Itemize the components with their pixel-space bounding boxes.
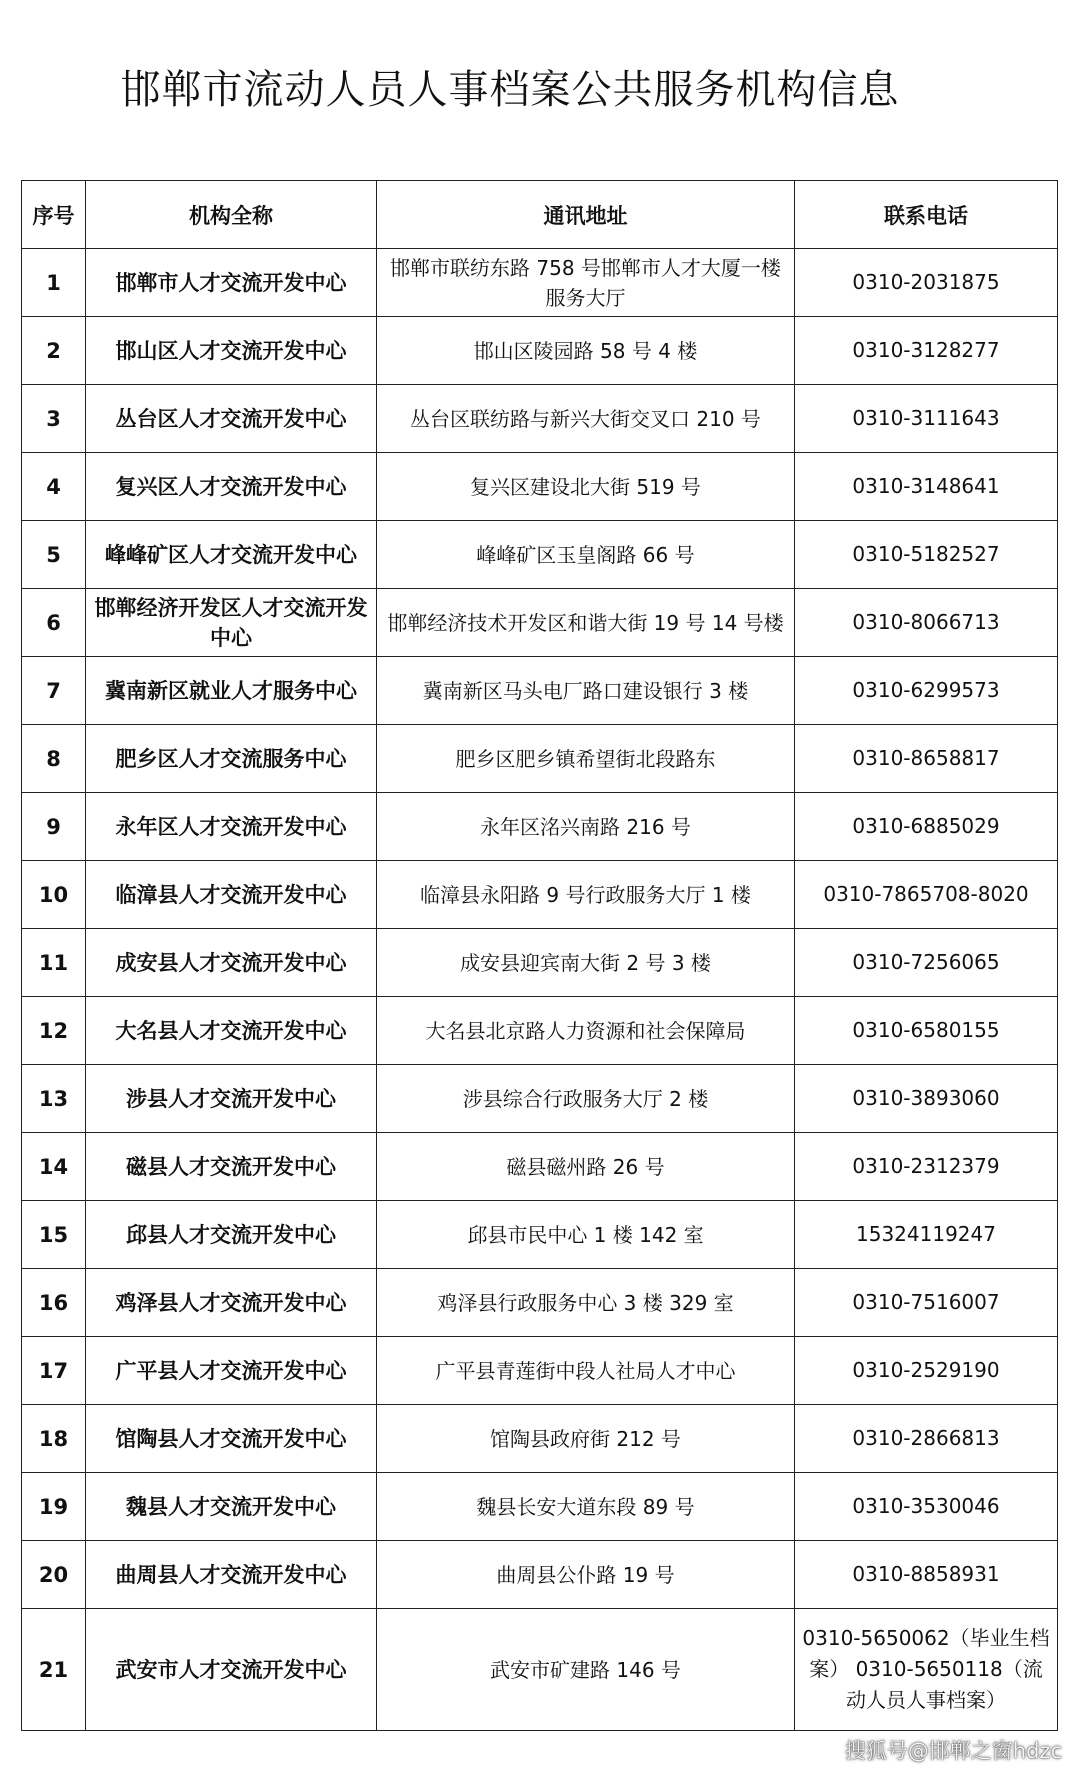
row-index: 8 bbox=[22, 725, 86, 793]
row-name: 磁县人才交流开发中心 bbox=[86, 1133, 377, 1201]
row-phone: 0310-5182527 bbox=[795, 521, 1058, 589]
row-address: 峰峰矿区玉皇阁路 66 号 bbox=[377, 521, 795, 589]
row-index: 7 bbox=[22, 657, 86, 725]
row-index: 20 bbox=[22, 1541, 86, 1609]
table-row bbox=[22, 1065, 1058, 1133]
row-phone: 0310-2312379 bbox=[795, 1133, 1058, 1201]
row-index: 21 bbox=[22, 1609, 86, 1731]
row-index: 3 bbox=[22, 385, 86, 453]
row-address: 邯郸市联纺东路 758 号邯郸市人才大厦一楼服务大厅 bbox=[377, 249, 795, 317]
row-phone: 0310-7516007 bbox=[795, 1269, 1058, 1337]
row-phone: 0310-2031875 bbox=[795, 249, 1058, 317]
table-row bbox=[22, 1473, 1058, 1541]
row-name: 馆陶县人才交流开发中心 bbox=[86, 1405, 377, 1473]
table-row bbox=[22, 657, 1058, 725]
row-index: 2 bbox=[22, 317, 86, 385]
table-row bbox=[22, 1133, 1058, 1201]
row-index: 5 bbox=[22, 521, 86, 589]
row-name: 大名县人才交流开发中心 bbox=[86, 997, 377, 1065]
row-name: 广平县人才交流开发中心 bbox=[86, 1337, 377, 1405]
watermark: 搜狐号@邯郸之窗hdzc bbox=[844, 1739, 1062, 1763]
row-name: 曲周县人才交流开发中心 bbox=[86, 1541, 377, 1609]
row-address: 永年区洺兴南路 216 号 bbox=[377, 793, 795, 861]
row-address: 邱县市民中心 1 楼 142 室 bbox=[377, 1201, 795, 1269]
table-row bbox=[22, 1541, 1058, 1609]
row-index: 12 bbox=[22, 997, 86, 1065]
table-row bbox=[22, 997, 1058, 1065]
row-phone: 0310-2529190 bbox=[795, 1337, 1058, 1405]
row-address: 磁县磁州路 26 号 bbox=[377, 1133, 795, 1201]
table-row bbox=[22, 929, 1058, 997]
table-header-row bbox=[22, 181, 1058, 249]
row-name: 邯山区人才交流开发中心 bbox=[86, 317, 377, 385]
table-row bbox=[22, 725, 1058, 793]
row-name: 鸡泽县人才交流开发中心 bbox=[86, 1269, 377, 1337]
row-address: 武安市矿建路 146 号 bbox=[377, 1609, 795, 1731]
row-phone: 0310-6299573 bbox=[795, 657, 1058, 725]
header-index: 序号 bbox=[22, 181, 86, 249]
row-address: 大名县北京路人力资源和社会保障局 bbox=[377, 997, 795, 1065]
row-name: 复兴区人才交流开发中心 bbox=[86, 453, 377, 521]
row-index: 11 bbox=[22, 929, 86, 997]
table-row bbox=[22, 589, 1058, 657]
row-name: 峰峰矿区人才交流开发中心 bbox=[86, 521, 377, 589]
row-address: 馆陶县政府街 212 号 bbox=[377, 1405, 795, 1473]
row-index: 15 bbox=[22, 1201, 86, 1269]
row-index: 18 bbox=[22, 1405, 86, 1473]
row-index: 19 bbox=[22, 1473, 86, 1541]
row-index: 13 bbox=[22, 1065, 86, 1133]
table-row bbox=[22, 385, 1058, 453]
row-phone: 0310-8658817 bbox=[795, 725, 1058, 793]
page-title: 邯郸市流动人员人事档案公共服务机构信息 bbox=[120, 67, 900, 113]
row-phone: 0310-3148641 bbox=[795, 453, 1058, 521]
table-row bbox=[22, 1405, 1058, 1473]
row-phone: 0310-6885029 bbox=[795, 793, 1058, 861]
row-address: 成安县迎宾南大街 2 号 3 楼 bbox=[377, 929, 795, 997]
row-phone: 0310-6580155 bbox=[795, 997, 1058, 1065]
institution-table bbox=[21, 180, 1058, 1731]
row-address: 肥乡区肥乡镇希望街北段路东 bbox=[377, 725, 795, 793]
row-name: 邯郸市人才交流开发中心 bbox=[86, 249, 377, 317]
row-address: 邯山区陵园路 58 号 4 楼 bbox=[377, 317, 795, 385]
table-row bbox=[22, 861, 1058, 929]
row-name: 永年区人才交流开发中心 bbox=[86, 793, 377, 861]
table-row bbox=[22, 453, 1058, 521]
row-index: 4 bbox=[22, 453, 86, 521]
row-index: 6 bbox=[22, 589, 86, 657]
row-index: 10 bbox=[22, 861, 86, 929]
table-row bbox=[22, 1337, 1058, 1405]
row-phone: 0310-7256065 bbox=[795, 929, 1058, 997]
row-address: 邯郸经济技术开发区和谐大街 19 号 14 号楼 bbox=[377, 589, 795, 657]
row-name: 肥乡区人才交流服务中心 bbox=[86, 725, 377, 793]
row-name: 魏县人才交流开发中心 bbox=[86, 1473, 377, 1541]
table-row bbox=[22, 1609, 1058, 1731]
row-address: 曲周县公仆路 19 号 bbox=[377, 1541, 795, 1609]
row-address: 丛台区联纺路与新兴大街交叉口 210 号 bbox=[377, 385, 795, 453]
row-name: 成安县人才交流开发中心 bbox=[86, 929, 377, 997]
row-phone: 15324119247 bbox=[795, 1201, 1058, 1269]
row-address: 临漳县永阳路 9 号行政服务大厅 1 楼 bbox=[377, 861, 795, 929]
row-phone: 0310-5650062（毕业生档案） 0310-5650118（流动人员人事档案） bbox=[795, 1609, 1058, 1731]
row-phone: 0310-3128277 bbox=[795, 317, 1058, 385]
row-index: 1 bbox=[22, 249, 86, 317]
row-address: 冀南新区马头电厂路口建设银行 3 楼 bbox=[377, 657, 795, 725]
row-phone: 0310-2866813 bbox=[795, 1405, 1058, 1473]
table-row bbox=[22, 1269, 1058, 1337]
row-address: 魏县长安大道东段 89 号 bbox=[377, 1473, 795, 1541]
table-row bbox=[22, 1201, 1058, 1269]
row-phone: 0310-8066713 bbox=[795, 589, 1058, 657]
table-row bbox=[22, 793, 1058, 861]
table-row bbox=[22, 249, 1058, 317]
row-name: 冀南新区就业人才服务中心 bbox=[86, 657, 377, 725]
row-name: 邱县人才交流开发中心 bbox=[86, 1201, 377, 1269]
row-name: 涉县人才交流开发中心 bbox=[86, 1065, 377, 1133]
row-name: 武安市人才交流开发中心 bbox=[86, 1609, 377, 1731]
header-phone: 联系电话 bbox=[795, 181, 1058, 249]
row-index: 14 bbox=[22, 1133, 86, 1201]
row-phone: 0310-7865708-8020 bbox=[795, 861, 1058, 929]
row-index: 17 bbox=[22, 1337, 86, 1405]
header-address: 通讯地址 bbox=[377, 181, 795, 249]
table-row bbox=[22, 317, 1058, 385]
table-row bbox=[22, 521, 1058, 589]
header-name: 机构全称 bbox=[86, 181, 377, 249]
row-name: 邯郸经济开发区人才交流开发中心 bbox=[86, 589, 377, 657]
row-phone: 0310-3530046 bbox=[795, 1473, 1058, 1541]
row-phone: 0310-3893060 bbox=[795, 1065, 1058, 1133]
row-address: 鸡泽县行政服务中心 3 楼 329 室 bbox=[377, 1269, 795, 1337]
row-index: 9 bbox=[22, 793, 86, 861]
row-address: 复兴区建设北大街 519 号 bbox=[377, 453, 795, 521]
row-index: 16 bbox=[22, 1269, 86, 1337]
row-name: 丛台区人才交流开发中心 bbox=[86, 385, 377, 453]
row-address: 广平县青莲街中段人社局人才中心 bbox=[377, 1337, 795, 1405]
row-phone: 0310-3111643 bbox=[795, 385, 1058, 453]
row-address: 涉县综合行政服务大厅 2 楼 bbox=[377, 1065, 795, 1133]
row-name: 临漳县人才交流开发中心 bbox=[86, 861, 377, 929]
row-phone: 0310-8858931 bbox=[795, 1541, 1058, 1609]
